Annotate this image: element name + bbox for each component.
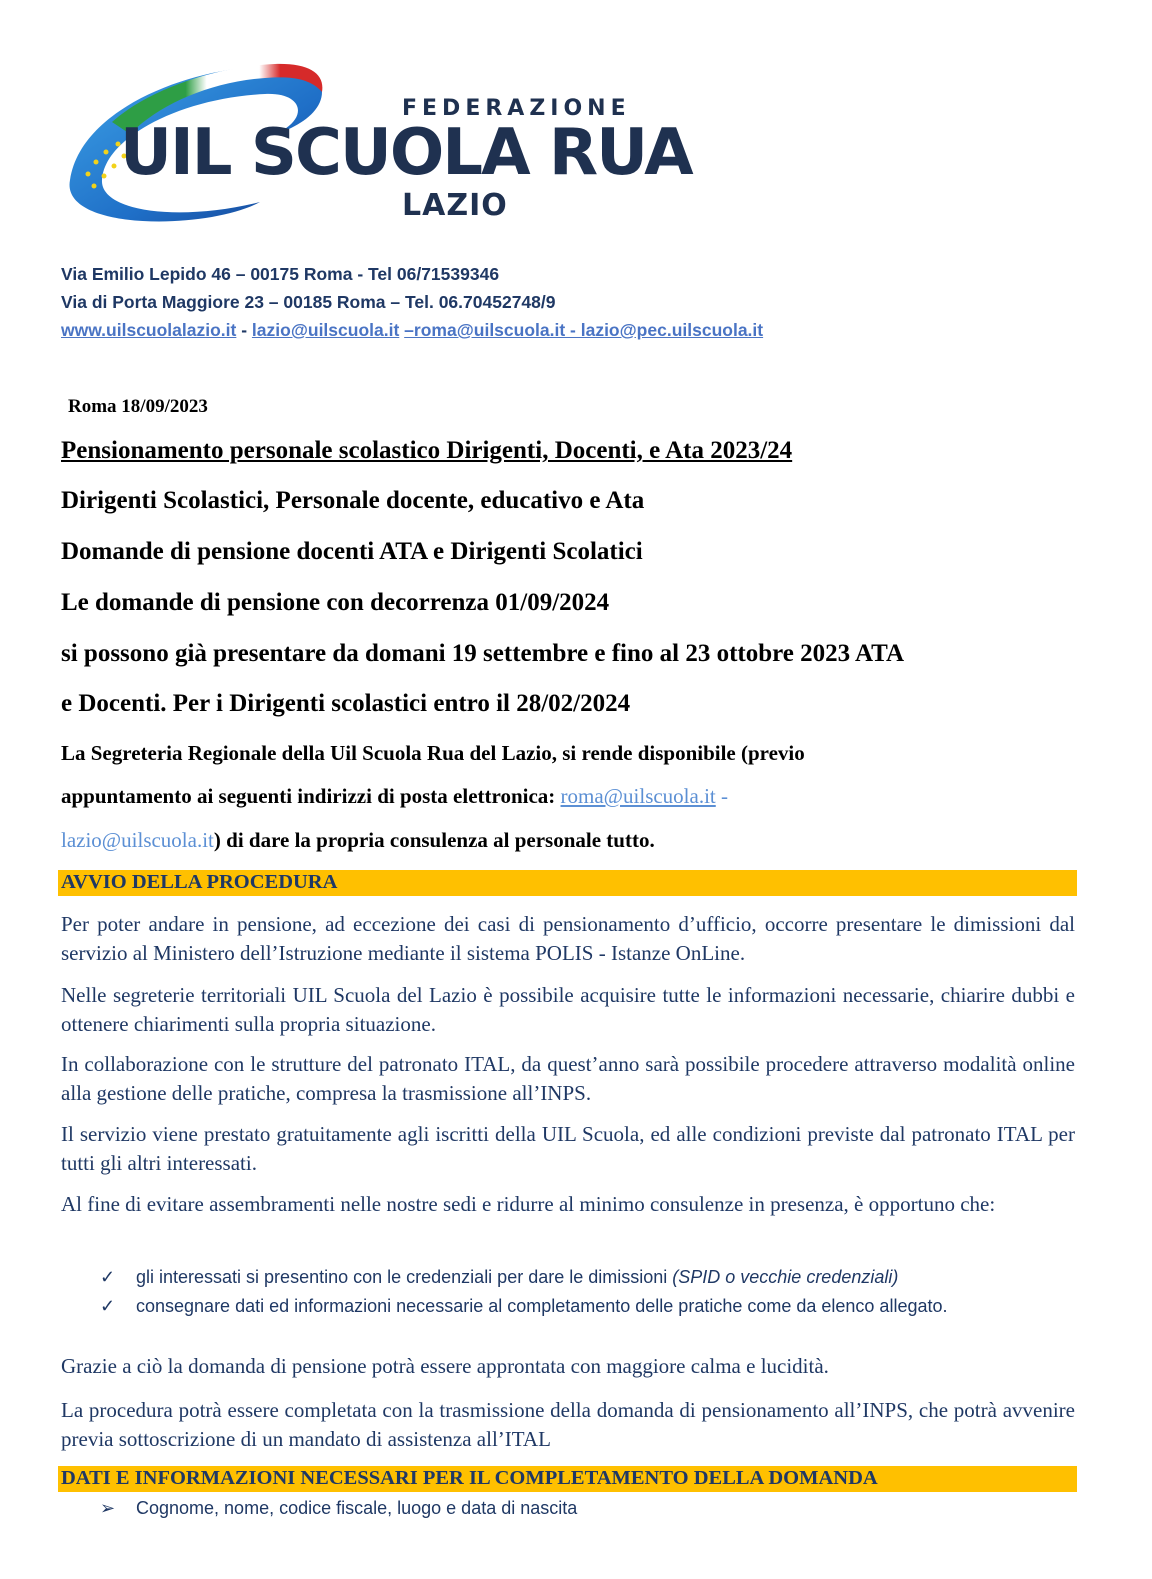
notice-email-lazio-link[interactable]: lazio@uilscuola.it xyxy=(61,828,214,852)
list-item-text: gli interessati si presentino con le credenziali per dare le dimissioni xyxy=(136,1267,673,1287)
data-list xyxy=(100,1494,1075,1523)
letter-subtitle-3: Le domande di pensione con decorrenza 01/09/2024 xyxy=(61,589,610,616)
letter-subtitle-2: Domande di pensione docenti ATA e Dirigenti Scolatici xyxy=(61,538,643,565)
paragraph-6: Grazie a ciò la domanda di pensione potrà essere approntata con maggiore calma e lucidità. xyxy=(61,1354,829,1378)
section-heading-dati xyxy=(58,1466,1077,1492)
paragraph-1: Per poter andare in pensione, ad eccezione dei casi di pensionamento d’ufficio, occorre presentare le dimissioni dal servizio al Ministero dell’Istruzione mediante il sistema POLIS - Istanze OnLine. xyxy=(61,912,1075,965)
website-link[interactable]: www.uilscuolalazio.it xyxy=(61,320,237,340)
letter-subtitle-1: Dirigenti Scolastici, Personale docente, educativo e Ata xyxy=(61,487,645,514)
section-heading-text: AVVIO DELLA PROCEDURA xyxy=(61,871,338,893)
paragraph-7: La procedura potrà essere completata con la trasmissione della domanda di pensionamento all’INPS, che potrà avvenire previa sottoscrizione di un mandato di assistenza all’ITAL xyxy=(61,1398,1075,1451)
paragraph-4: Il servizio viene prestato gratuitamente agli iscritti della UIL Scuola, ed alle condizioni previste dal patronato ITAL per tutti gli altri interessati. xyxy=(61,1122,1075,1175)
checkmark-icon: ✓ xyxy=(100,1267,116,1287)
letter-title: Pensionamento personale scolastico Dirigenti, Docenti, e Ata 2023/24 xyxy=(61,437,793,464)
paragraph-2: Nelle segreterie territoriali UIL Scuola del Lazio è possibile acquisire tutte le informazioni necessarie, chiarire dubbi e ottenere chiarimenti sulla propria situazione. xyxy=(61,983,1075,1036)
logo-brand-text: UIL SCUOLA RUA xyxy=(120,116,692,190)
logo-federation-text: FEDERAZIONE xyxy=(402,96,631,121)
section-heading-text: DATI E INFORMAZIONI NECESSARI PER IL COMPLETAMENTO DELLA DOMANDA xyxy=(61,1467,878,1489)
list-item-text: Cognome, nome, codice fiscale, luogo e data di nascita xyxy=(136,1498,578,1518)
separator: - xyxy=(236,320,252,340)
email-lazio-link[interactable]: lazio@uilscuola.it xyxy=(251,320,400,340)
section-heading-avvio xyxy=(58,870,1077,896)
notice-line-3 xyxy=(61,828,655,853)
paragraph-3: In collaborazione con le strutture del patronato ITAL, da quest’anno sarà possibile procedere attraverso modalità online alla gestione delle pratiche, compresa la trasmissione all’INPS. xyxy=(61,1052,1075,1105)
letter-subtitle-4: si possono già presentare da domani 19 settembre e fino al 23 ottobre 2023 ATA xyxy=(61,640,905,667)
address-line-1: Via Emilio Lepido 46 – 00175 Roma - Tel 06/71539346 xyxy=(61,264,500,284)
arrow-bullet-icon: ➢ xyxy=(100,1498,116,1518)
logo-region-text: LAZIO xyxy=(402,188,508,223)
list-item-note: (SPID o vecchie credenziali) xyxy=(672,1267,899,1287)
requirements-list xyxy=(100,1263,1075,1321)
list-item xyxy=(100,1263,1075,1292)
notice-line-2 xyxy=(61,784,728,809)
checkmark-icon: ✓ xyxy=(100,1296,116,1316)
logo xyxy=(60,52,692,232)
contact-links xyxy=(61,320,763,341)
notice-line-1: La Segreteria Regionale della Uil Scuola Rua del Lazio, si rende disponibile (previo xyxy=(61,741,805,765)
notice-dash: - xyxy=(715,784,729,808)
list-item xyxy=(100,1494,1075,1523)
notice-text: ) di dare la propria consulenza al personale tutto. xyxy=(213,828,655,852)
email-roma-pec-link[interactable]: –roma@uilscuola.it - lazio@pec.uilscuola.it xyxy=(404,320,764,340)
list-item xyxy=(100,1292,1075,1321)
list-item-text: consegnare dati ed informazioni necessarie al completamento delle pratiche come da elenco allegato. xyxy=(136,1296,948,1316)
address-line-2: Via di Porta Maggiore 23 – 00185 Roma – Tel. 06.70452748/9 xyxy=(61,292,556,312)
letter-date: Roma 18/09/2023 xyxy=(68,396,208,417)
letter-subtitle-5: e Docenti. Per i Dirigenti scolastici entro il 28/02/2024 xyxy=(61,690,631,717)
notice-email-roma-link[interactable]: roma@uilscuola.it xyxy=(560,784,716,808)
notice-text: appuntamento ai seguenti indirizzi di posta elettronica: xyxy=(61,784,561,808)
paragraph-5: Al fine di evitare assembramenti nelle nostre sedi e ridurre al minimo consulenze in presenza, è opportuno che: xyxy=(61,1192,996,1216)
